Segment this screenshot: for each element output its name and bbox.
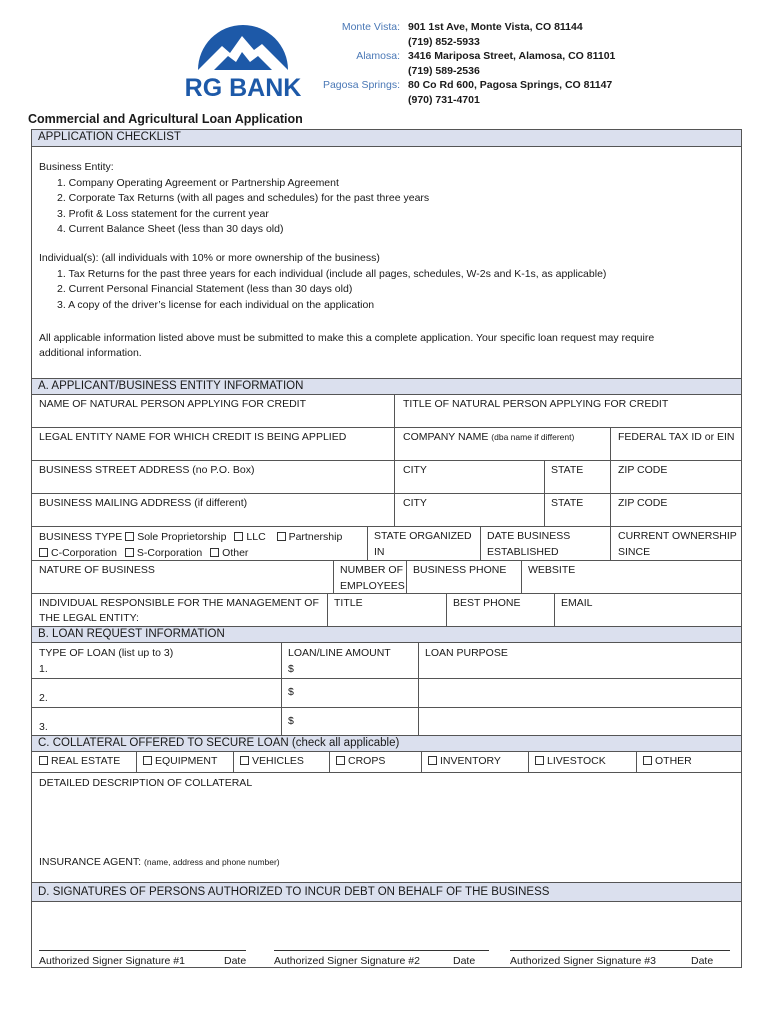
signer-3-label: Authorized Signer Signature #3 — [510, 955, 656, 967]
business-type-row-2: C-Corporation S-Corporation Other — [39, 546, 248, 560]
other-type-checkbox[interactable] — [210, 548, 219, 557]
checklist-item: 3. A copy of the driver’s license for each individual on the application — [57, 299, 375, 311]
s-corporation-checkbox[interactable] — [125, 548, 134, 557]
employees-label: NUMBER OF — [340, 564, 403, 576]
zip-code-label: ZIP CODE — [618, 464, 668, 476]
loan-row-number: 2. — [39, 692, 48, 704]
name-natural-person-label: NAME OF NATURAL PERSON APPLYING FOR CREDIT — [39, 398, 307, 410]
section-c-header: C. COLLATERAL OFFERED TO SECURE LOAN (check all applicable) — [32, 735, 741, 752]
signer-1-label: Authorized Signer Signature #1 — [39, 955, 185, 967]
branch-label: Pagosa Springs: — [322, 79, 400, 91]
city-label: CITY — [403, 497, 427, 509]
insurance-agent-label: INSURANCE AGENT: (name, address and phone number) — [39, 856, 280, 868]
collateral-description-label: DETAILED DESCRIPTION OF COLLATERAL — [39, 777, 253, 789]
checklist-header: APPLICATION CHECKLIST — [32, 129, 741, 147]
loan-purpose-label: LOAN PURPOSE — [425, 647, 508, 659]
date-established-label-2: ESTABLISHED — [487, 546, 559, 558]
best-phone-label: BEST PHONE — [453, 597, 521, 609]
letterhead — [0, 0, 770, 118]
signer-2-date-label: Date — [453, 955, 476, 967]
currency-symbol: $ — [288, 663, 294, 675]
business-phone-label: BUSINESS PHONE — [413, 564, 507, 576]
equipment-checkbox[interactable] — [143, 756, 152, 765]
section-b-header: B. LOAN REQUEST INFORMATION — [32, 626, 741, 643]
crops-checkbox[interactable] — [336, 756, 345, 765]
signer-3-date-label: Date — [691, 955, 714, 967]
individuals-heading: Individual(s): (all individuals with 10% or more ownership of the business) — [39, 252, 380, 264]
state-organized-label: STATE ORGANIZED — [374, 530, 472, 542]
branch-phone: (719) 852-5933 — [408, 35, 480, 48]
checklist-item: 4. Current Balance Sheet (less than 30 days old) — [57, 223, 284, 235]
branch-labels — [300, 20, 400, 93]
employees-label-2: EMPLOYEES — [340, 580, 405, 592]
checklist-item: 2. Corporate Tax Returns (with all pages and schedules) for the past three years — [57, 192, 430, 204]
logo-wordmark: RG BANK — [184, 74, 302, 102]
loan-row-number: 1. — [39, 663, 48, 675]
branch-label: Monte Vista: — [341, 21, 400, 33]
zip-code-label: ZIP CODE — [618, 497, 668, 509]
ownership-since-label-2: SINCE — [618, 546, 651, 558]
business-type-row: BUSINESS TYPE Sole Proprietorship LLC Partnership — [39, 531, 343, 543]
checklist-item: 1. Company Operating Agreement or Partnership Agreement — [57, 177, 339, 189]
street-address-label: BUSINESS STREET ADDRESS (no P.O. Box) — [39, 464, 255, 476]
checklist-item: 1. Tax Returns for the past three years for each individual (include all pages, schedules, W-2s and K-1s, as applicable) — [57, 268, 607, 280]
checklist-item: 2. Current Personal Financial Statement (less than 30 days old) — [57, 283, 353, 295]
checklist-note: additional information. — [39, 347, 142, 359]
collateral-crops: CROPS — [336, 754, 385, 768]
collateral-vehicles: VEHICLES — [240, 754, 304, 768]
collateral-inventory: INVENTORY — [428, 754, 501, 768]
other-collateral-checkbox[interactable] — [643, 756, 652, 765]
branch-address: 80 Co Rd 600, Pagosa Springs, CO 81147 — [408, 79, 613, 91]
llc-checkbox[interactable] — [234, 532, 243, 541]
signer-1-date-label: Date — [224, 955, 247, 967]
ownership-since-label: CURRENT OWNERSHIP — [618, 530, 737, 542]
branch-label: Alamosa: — [356, 50, 400, 62]
form-title: Commercial and Agricultural Loan Application — [28, 112, 303, 126]
livestock-checkbox[interactable] — [535, 756, 544, 765]
vehicles-checkbox[interactable] — [240, 756, 249, 765]
business-entity-heading: Business Entity: — [39, 161, 114, 173]
collateral-other: OTHER — [643, 754, 692, 768]
responsible-individual-label: INDIVIDUAL RESPONSIBLE FOR THE MANAGEMENT OF — [39, 597, 319, 609]
partnership-checkbox[interactable] — [277, 532, 286, 541]
collateral-livestock: LIVESTOCK — [535, 754, 606, 768]
checklist-note: All applicable information listed above must be submitted to make this a complete application. Your specific loan request may require — [39, 332, 655, 344]
state-label: STATE — [551, 464, 584, 476]
collateral-real-estate: REAL ESTATE — [39, 754, 120, 768]
title-natural-person-label: TITLE OF NATURAL PERSON APPLYING FOR CREDIT — [403, 398, 669, 410]
branch-phone: (970) 731-4701 — [408, 93, 480, 106]
date-established-label: DATE BUSINESS — [487, 530, 571, 542]
branch-addresses — [408, 20, 668, 107]
loan-row-number: 3. — [39, 721, 48, 733]
state-organized-label-2: IN — [374, 546, 385, 558]
sole-proprietorship-checkbox[interactable] — [125, 532, 134, 541]
branch-address: 3416 Mariposa Street, Alamosa, CO 81101 — [408, 50, 616, 62]
real-estate-checkbox[interactable] — [39, 756, 48, 765]
collateral-equipment: EQUIPMENT — [143, 754, 217, 768]
legal-entity-label: LEGAL ENTITY NAME FOR WHICH CREDIT IS BEING APPLIED — [39, 431, 347, 443]
mailing-address-label: BUSINESS MAILING ADDRESS (if different) — [39, 497, 248, 509]
signer-2-label: Authorized Signer Signature #2 — [274, 955, 420, 967]
type-of-loan-label: TYPE OF LOAN (list up to 3) — [39, 647, 174, 659]
business-type-label: BUSINESS TYPE — [39, 531, 123, 543]
responsible-individual-label-2: THE LEGAL ENTITY: — [39, 612, 139, 624]
currency-symbol: $ — [288, 686, 294, 698]
section-d-header: D. SIGNATURES OF PERSONS AUTHORIZED TO INCUR DEBT ON BEHALF OF THE BUSINESS — [32, 882, 741, 902]
checklist-item: 3. Profit & Loss statement for the current year — [57, 208, 269, 220]
rg-bank-logo — [184, 22, 302, 102]
inventory-checkbox[interactable] — [428, 756, 437, 765]
nature-of-business-label: NATURE OF BUSINESS — [39, 564, 155, 576]
loan-amount-label: LOAN/LINE AMOUNT — [288, 647, 391, 659]
city-label: CITY — [403, 464, 427, 476]
company-name-label: COMPANY NAME (dba name if different) — [403, 431, 575, 443]
branch-phone: (719) 589-2536 — [408, 64, 480, 77]
state-label: STATE — [551, 497, 584, 509]
website-label: WEBSITE — [528, 564, 576, 576]
federal-tax-id-label: FEDERAL TAX ID or EIN — [618, 431, 735, 443]
loan-application-form — [31, 129, 742, 968]
c-corporation-checkbox[interactable] — [39, 548, 48, 557]
title-label: TITLE — [334, 597, 363, 609]
branch-address: 901 1st Ave, Monte Vista, CO 81144 — [408, 21, 583, 33]
section-a-header: A. APPLICANT/BUSINESS ENTITY INFORMATION — [32, 378, 741, 395]
email-label: EMAIL — [561, 597, 593, 609]
currency-symbol: $ — [288, 715, 294, 727]
